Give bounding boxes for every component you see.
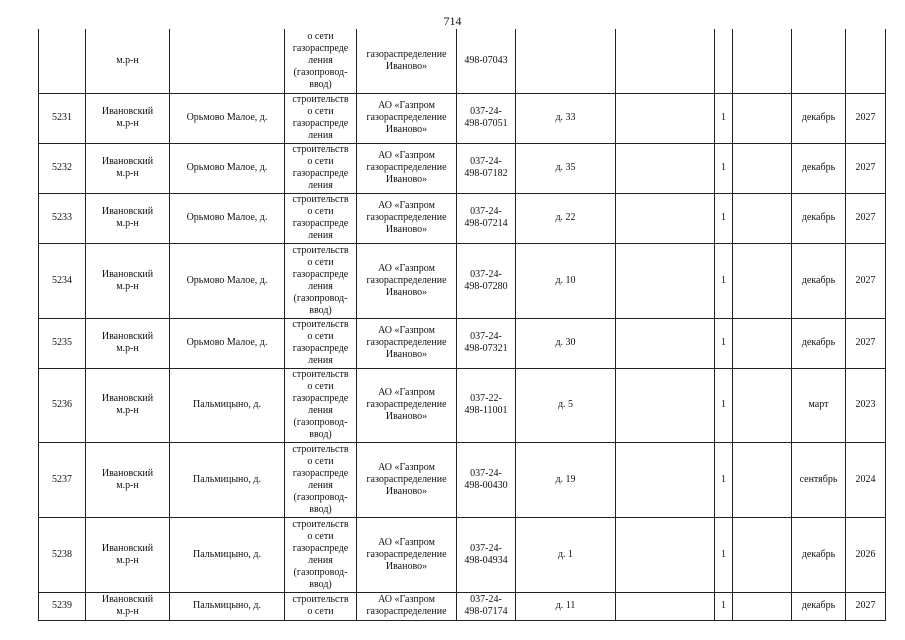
cell-work-type: строительств о сети газораспреде ления xyxy=(285,318,357,368)
cell-district: Ивановский м.р-н xyxy=(86,318,170,368)
cell-house: д. 33 xyxy=(516,93,616,143)
cell-locality: Орьмово Малое, д. xyxy=(170,318,285,368)
cell-year: 2027 xyxy=(846,243,886,318)
cell-district: Ивановский м.р-н xyxy=(86,193,170,243)
cell-count: 1 xyxy=(715,592,733,620)
cell-count: 1 xyxy=(715,368,733,442)
table-row xyxy=(39,93,886,143)
cell-num: 5239 xyxy=(39,592,86,620)
cell-num: 5238 xyxy=(39,517,86,592)
table-row-continued xyxy=(39,29,886,93)
cell-year: 2024 xyxy=(846,442,886,517)
cell-count: 1 xyxy=(715,442,733,517)
cell-locality: Пальмицыно, д. xyxy=(170,517,285,592)
cell-work-type: строительств о сети газораспреде ления xyxy=(285,93,357,143)
cell-locality: Пальмицыно, д. xyxy=(170,592,285,620)
cell-company: АО «Газпром газораспределение Иваново» xyxy=(357,143,457,193)
table-row xyxy=(39,143,886,193)
cell-month: декабрь xyxy=(792,143,846,193)
cell-code: 037-24- 498-07182 xyxy=(457,143,516,193)
cell-work-type: строительств о сети газораспреде ления (газопровод- ввод) xyxy=(285,368,357,442)
cell-code: 037-24- 498-07280 xyxy=(457,243,516,318)
cell-district: Ивановский м.р-н xyxy=(86,517,170,592)
cell-col10 xyxy=(733,143,792,193)
cell-district: Ивановский м.р-н xyxy=(86,442,170,517)
cell-num: 5232 xyxy=(39,143,86,193)
cell-house: д. 22 xyxy=(516,193,616,243)
cell-col8 xyxy=(616,318,715,368)
cell-district: Ивановский м.р-н xyxy=(86,368,170,442)
cell-work-type: строительств о сети газораспреде ления (газопровод- ввод) xyxy=(285,517,357,592)
cell-year: 2027 xyxy=(846,143,886,193)
cell-company: АО «Газпром газораспределение Иваново» xyxy=(357,193,457,243)
table-row xyxy=(39,368,886,442)
cell-code: 037-24- 498-04934 xyxy=(457,517,516,592)
cell-year: 2027 xyxy=(846,93,886,143)
cell-num: 5236 xyxy=(39,368,86,442)
gas-network-table xyxy=(38,29,886,621)
cell-month: декабрь xyxy=(792,193,846,243)
cell-company: АО «Газпром газораспределение Иваново» xyxy=(357,318,457,368)
cell-locality: Пальмицыно, д. xyxy=(170,368,285,442)
cell-count: 1 xyxy=(715,318,733,368)
cell-locality xyxy=(170,29,285,93)
cell-company: АО «Газпром газораспределение Иваново» xyxy=(357,442,457,517)
cell-col10 xyxy=(733,318,792,368)
cell-work-type: строительств о сети газораспреде ления (газопровод- ввод) xyxy=(285,442,357,517)
cell-locality: Пальмицыно, д. xyxy=(170,442,285,517)
cell-work-type: строительств о сети газораспреде ления (газопровод- ввод) xyxy=(285,243,357,318)
cell-col8 xyxy=(616,143,715,193)
cell-district: Ивановский м.р-н xyxy=(86,93,170,143)
cell-work-type: строительств о сети xyxy=(285,592,357,620)
cell-district: Ивановский м.р-н xyxy=(86,592,170,620)
cell-col10 xyxy=(733,93,792,143)
cell-company: АО «Газпром газораспределение Иваново» xyxy=(357,243,457,318)
cell-month: март xyxy=(792,368,846,442)
cell-house: д. 35 xyxy=(516,143,616,193)
cell-num: 5237 xyxy=(39,442,86,517)
cell-col8 xyxy=(616,442,715,517)
table-row xyxy=(39,318,886,368)
cell-code: 037-24- 498-07214 xyxy=(457,193,516,243)
cell-col10 xyxy=(733,442,792,517)
cell-year: 2027 xyxy=(846,318,886,368)
cell-num xyxy=(39,29,86,93)
cell-month: сентябрь xyxy=(792,442,846,517)
cell-col8 xyxy=(616,368,715,442)
cell-code: 037-22- 498-11001 xyxy=(457,368,516,442)
cell-house xyxy=(516,29,616,93)
cell-num: 5233 xyxy=(39,193,86,243)
cell-col10 xyxy=(733,193,792,243)
cell-company: АО «Газпром газораспределение Иваново» xyxy=(357,517,457,592)
cell-col10 xyxy=(733,29,792,93)
cell-house: д. 5 xyxy=(516,368,616,442)
cell-num: 5235 xyxy=(39,318,86,368)
cell-locality: Орьмово Малое, д. xyxy=(170,193,285,243)
cell-col10 xyxy=(733,517,792,592)
cell-code: 498-07043 xyxy=(457,29,516,93)
cell-house: д. 30 xyxy=(516,318,616,368)
cell-locality: Орьмово Малое, д. xyxy=(170,143,285,193)
cell-district: Ивановский м.р-н xyxy=(86,143,170,193)
cell-col10 xyxy=(733,368,792,442)
page-number: 714 xyxy=(443,14,462,28)
cell-code: 037-24- 498-07321 xyxy=(457,318,516,368)
cell-house: д. 19 xyxy=(516,442,616,517)
cell-col8 xyxy=(616,93,715,143)
cell-col8 xyxy=(616,193,715,243)
cell-col8 xyxy=(616,29,715,93)
cell-company: АО «Газпром газораспределение xyxy=(357,592,457,620)
cell-count: 1 xyxy=(715,143,733,193)
cell-month xyxy=(792,29,846,93)
cell-col8 xyxy=(616,592,715,620)
cell-house: д. 11 xyxy=(516,592,616,620)
cell-col8 xyxy=(616,517,715,592)
cell-company: газораспределение Иваново» xyxy=(357,29,457,93)
cell-locality: Орьмово Малое, д. xyxy=(170,93,285,143)
cell-col8 xyxy=(616,243,715,318)
cell-num: 5234 xyxy=(39,243,86,318)
cell-district: м.р-н xyxy=(86,29,170,93)
cell-num: 5231 xyxy=(39,93,86,143)
table-row xyxy=(39,517,886,592)
cell-company: АО «Газпром газораспределение Иваново» xyxy=(357,93,457,143)
cell-month: декабрь xyxy=(792,318,846,368)
cell-house: д. 10 xyxy=(516,243,616,318)
cell-code: 037-24- 498-07051 xyxy=(457,93,516,143)
cell-count: 1 xyxy=(715,193,733,243)
cell-year: 2027 xyxy=(846,193,886,243)
cell-month: декабрь xyxy=(792,243,846,318)
cell-count: 1 xyxy=(715,243,733,318)
table-row xyxy=(39,592,886,620)
cell-district: Ивановский м.р-н xyxy=(86,243,170,318)
cell-count: 1 xyxy=(715,93,733,143)
cell-locality: Орьмово Малое, д. xyxy=(170,243,285,318)
cell-year: 2027 xyxy=(846,592,886,620)
cell-month: декабрь xyxy=(792,93,846,143)
cell-code: 037-24- 498-07174 xyxy=(457,592,516,620)
table-row xyxy=(39,243,886,318)
cell-house: д. 1 xyxy=(516,517,616,592)
cell-col10 xyxy=(733,592,792,620)
table-row xyxy=(39,193,886,243)
cell-year xyxy=(846,29,886,93)
cell-year: 2026 xyxy=(846,517,886,592)
cell-month: декабрь xyxy=(792,592,846,620)
cell-year: 2023 xyxy=(846,368,886,442)
cell-code: 037-24- 498-00430 xyxy=(457,442,516,517)
table-row xyxy=(39,442,886,517)
cell-work-type: о сети газораспреде ления (газопровод- ввод) xyxy=(285,29,357,93)
cell-month: декабрь xyxy=(792,517,846,592)
cell-col10 xyxy=(733,243,792,318)
cell-count xyxy=(715,29,733,93)
cell-count: 1 xyxy=(715,517,733,592)
cell-work-type: строительств о сети газораспреде ления xyxy=(285,193,357,243)
cell-company: АО «Газпром газораспределение Иваново» xyxy=(357,368,457,442)
cell-work-type: строительств о сети газораспреде ления xyxy=(285,143,357,193)
